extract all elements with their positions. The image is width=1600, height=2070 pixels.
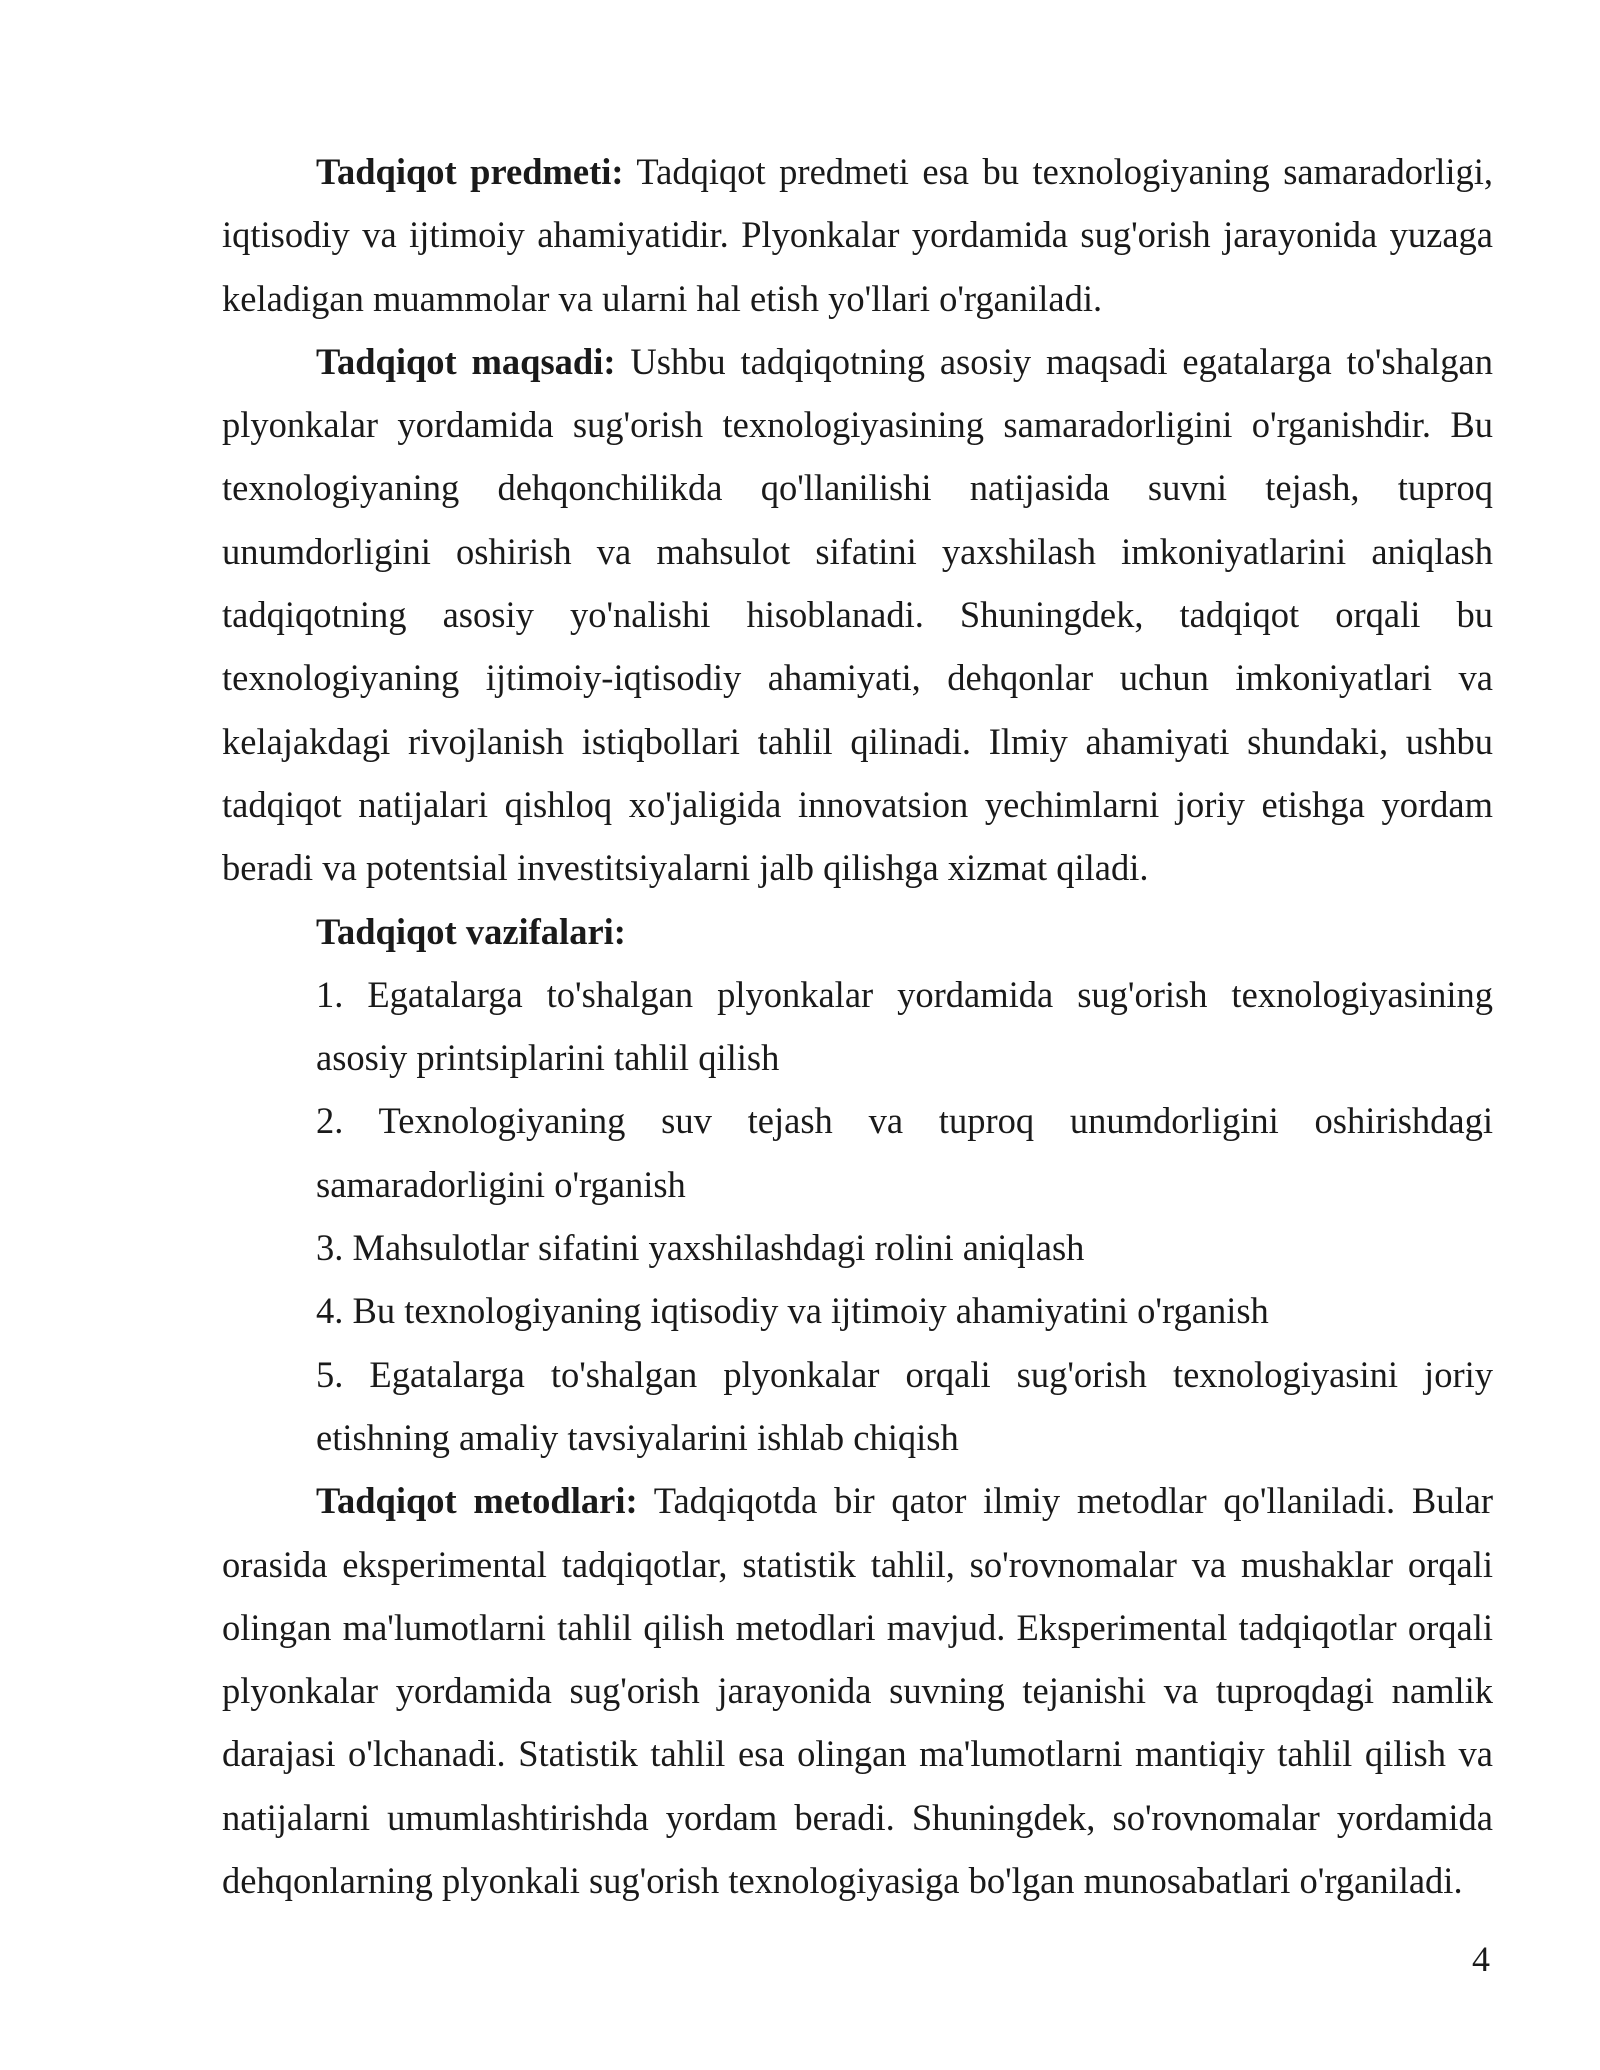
list-item: 5. Egatalarga to'shalgan plyonkalar orqali sug'orish texnologiyasini joriy etishning amaliy tavsiyalarini ishlab chiqish xyxy=(316,1353,1493,1458)
paragraph-tadqiqot-maqsadi xyxy=(222,330,1493,900)
document-page-body xyxy=(222,140,1493,1912)
text-tadqiqot-metodlari: Tadqiqotda bir qator ilmiy metodlar qo'llaniladi. Bular orasida eksperimental tadqiqotlar, statistik tahlil, so'rovnomalar va mushaklar orqali olingan ma'lumotlarni tahlil qilish metodlari mavjud. Eksperimental tadqiqotlar orqali plyonkalar yordamida sug'orish jarayonida suvning tejanishi va tuproqdagi namlik darajasi o'lchanadi. Statistik tahlil esa olingan ma'lumotlarni mantiqiy tahlil qilish va natijalarni umumlashtirishda yordam beradi. Shuningdek, so'rovnomalar yordamida dehqonlarning plyonkali sug'orish texnologiyasiga bo'lgan munosabatlari o'rganiladi. xyxy=(222,1480,1493,1902)
text-tadqiqot-predmeti: Tadqiqot predmeti esa bu texnologiyaning samaradorligi, iqtisodiy va ijtimoiy ahamiyatidir. Plyonkalar yordamida sug'orish jarayonida yuzaga keladigan muammolar va ularni hal etish yo'llari o'rganiladi. xyxy=(222,151,1494,319)
paragraph-tadqiqot-metodlari xyxy=(222,1469,1493,1912)
list-item: 2. Texnologiyaning suv tejash va tuproq unumdorligini oshirishdagi samaradorligini o'rganish xyxy=(316,1100,1493,1205)
page-number: 4 xyxy=(1472,1939,1490,1979)
vazifalar-list xyxy=(222,963,1493,1469)
heading-tadqiqot-maqsadi: Tadqiqot maqsadi: xyxy=(316,340,616,382)
list-item: 3. Mahsulotlar sifatini yaxshilashdagi rolini aniqlash xyxy=(316,1227,1085,1269)
text-tadqiqot-maqsadi: Ushbu tadqiqotning asosiy maqsadi egatalarga to'shalgan plyonkalar yordamida sug'orish texnologiyasining samaradorligini o'rganishdir. Bu texnologiyaning dehqonchilikda qo'llanilishi natijasida suvni tejash, tuproq unumdorligini oshirish va mahsulot sifatini yaxshilash imkoniyatlarini aniqlash tadqiqotning asosiy yo'nalishi hisoblanadi. Shuningdek, tadqiqot orqali bu texnologiyaning ijtimoiy-iqtisodiy ahamiyati, dehqonlar uchun imkoniyatlari va kelajakdagi rivojlanish istiqbollari tahlil qilinadi. Ilmiy ahamiyati shundaki, ushbu tadqiqot natijalari qishloq xo'jaligida innovatsion yechimlarni joriy etishga yordam beradi va potentsial investitsiyalarni jalb qilishga xizmat qiladi. xyxy=(222,340,1493,889)
paragraph-tadqiqot-predmeti xyxy=(222,140,1493,330)
list-item: 1. Egatalarga to'shalgan plyonkalar yordamida sug'orish texnologiyasining asosiy printsiplarini tahlil qilish xyxy=(316,973,1493,1079)
heading-tadqiqot-metodlari: Tadqiqot metodlari: xyxy=(316,1480,638,1522)
paragraph-tadqiqot-vazifalari xyxy=(222,900,1493,963)
list-item: 4. Bu texnologiyaning iqtisodiy va ijtimoiy ahamiyatini o'rganish xyxy=(316,1290,1269,1332)
heading-tadqiqot-predmeti: Tadqiqot predmeti: xyxy=(316,151,624,192)
heading-tadqiqot-vazifalari: Tadqiqot vazifalari: xyxy=(316,910,626,952)
